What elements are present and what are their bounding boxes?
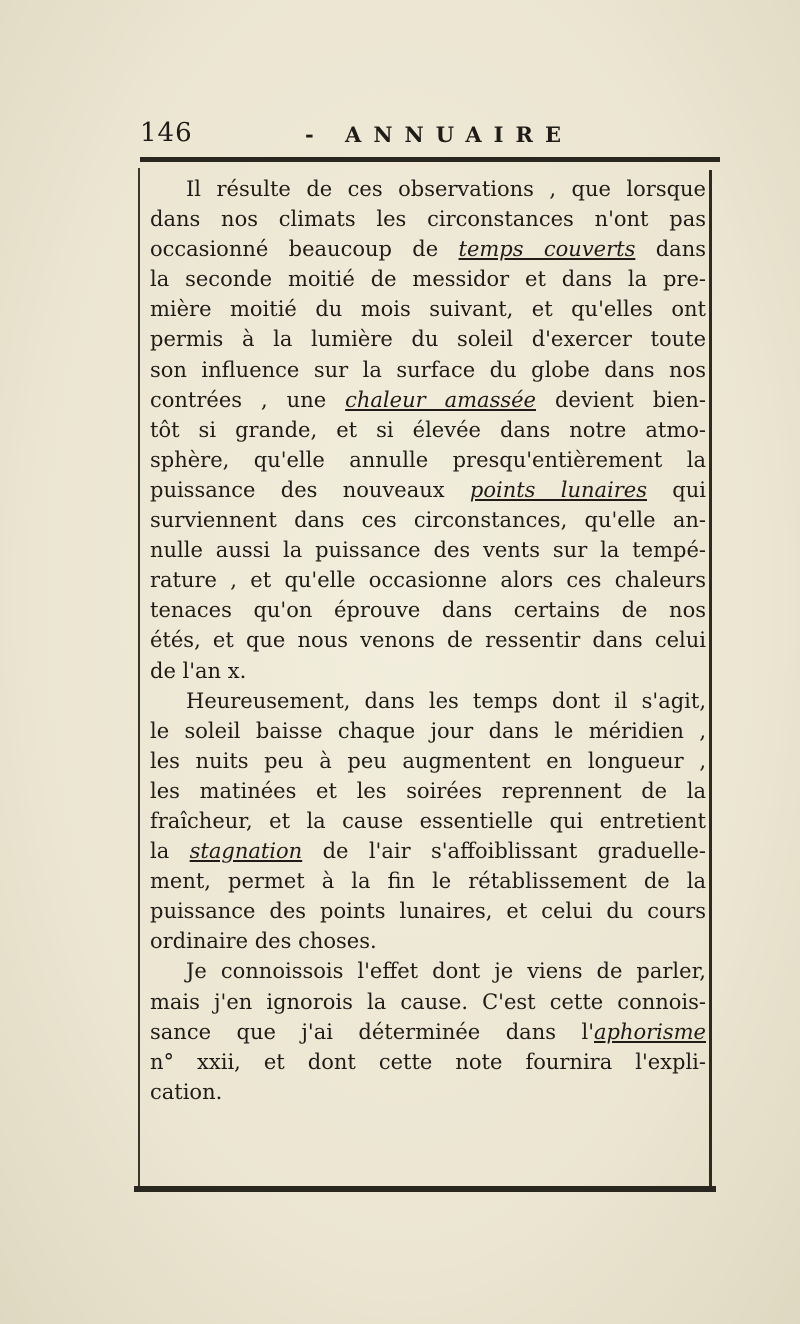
text-line: n° xxii, et dont cette note fournira l'expli- bbox=[150, 1049, 706, 1074]
text-line: nulle aussi la puissance des vents sur la tempé- bbox=[150, 538, 706, 563]
text-line: son influence sur la surface du globe dans nos bbox=[150, 357, 706, 382]
emphasis-text: points lunaires bbox=[469, 477, 647, 502]
text-line: mière moitié du mois suivant, et qu'elles ont bbox=[150, 297, 706, 322]
text-line: Heureusement, dans les temps dont il s'agit, bbox=[186, 688, 706, 713]
running-title: - ANNUAIRE bbox=[305, 122, 573, 147]
text-line: ment, permet à la fin le rétablissement de la bbox=[150, 869, 706, 894]
text-line: ordinaire des choses. bbox=[150, 929, 377, 954]
text-line: contrées , une chaleur amassée devient bien- bbox=[150, 387, 706, 412]
text-line: sance que j'ai déterminée dans l'aphorisme bbox=[150, 1019, 706, 1044]
text-line: rature , et qu'elle occasionne alors ces chaleurs bbox=[150, 568, 706, 593]
text-line: la seconde moitié de messidor et dans la pre- bbox=[150, 267, 706, 292]
text-line: mais j'en ignorois la cause. C'est cette connois- bbox=[150, 989, 706, 1014]
text-line: fraîcheur, et la cause essentielle qui entretient bbox=[150, 808, 706, 833]
page-number: 146 bbox=[140, 118, 193, 148]
text-line: étés, et que nous venons de ressentir dans celui bbox=[150, 628, 706, 653]
header-rule bbox=[140, 157, 720, 162]
text-line: surviennent dans ces circonstances, qu'elle an- bbox=[150, 508, 706, 533]
text-line: permis à la lumière du soleil d'exercer toute bbox=[150, 327, 706, 352]
text-line: les nuits peu à peu augmentent en longueur , bbox=[150, 748, 706, 773]
emphasis-text: aphorisme bbox=[593, 1019, 706, 1044]
text-line: les matinées et les soirées reprennent de la bbox=[150, 778, 706, 803]
text-line: tôt si grande, et si élevée dans notre atmo- bbox=[150, 417, 706, 442]
text-line: de l'an x. bbox=[150, 658, 247, 683]
text-line: cation. bbox=[150, 1079, 223, 1104]
frame-left-rule bbox=[138, 168, 140, 1186]
page-header bbox=[140, 118, 720, 152]
text-line: Je connoissois l'effet dont je viens de parler, bbox=[186, 959, 706, 984]
text-line: occasionné beaucoup de temps couverts dans bbox=[150, 237, 706, 262]
text-line: sphère, qu'elle annulle presqu'entièrement la bbox=[150, 447, 706, 472]
text-line: puissance des points lunaires, et celui du cours bbox=[150, 899, 706, 924]
emphasis-text: chaleur amassée bbox=[345, 387, 536, 412]
emphasis-text: temps couverts bbox=[458, 237, 636, 262]
emphasis-text: stagnation bbox=[189, 839, 303, 864]
text-line: tenaces qu'on éprouve dans certains de nos bbox=[150, 598, 706, 623]
text-line: la stagnation de l'air s'affoiblissant graduelle- bbox=[150, 839, 707, 864]
text-line: dans nos climats les circonstances n'ont pas bbox=[150, 207, 706, 232]
text-line: puissance des nouveaux points lunaires qui bbox=[150, 477, 706, 502]
body-text bbox=[150, 174, 706, 1107]
frame-right-rule bbox=[709, 170, 712, 1186]
text-line: le soleil baisse chaque jour dans le méridien , bbox=[150, 718, 706, 743]
text-line: Il résulte de ces observations , que lorsque bbox=[186, 177, 706, 201]
footer-rule bbox=[134, 1186, 716, 1192]
